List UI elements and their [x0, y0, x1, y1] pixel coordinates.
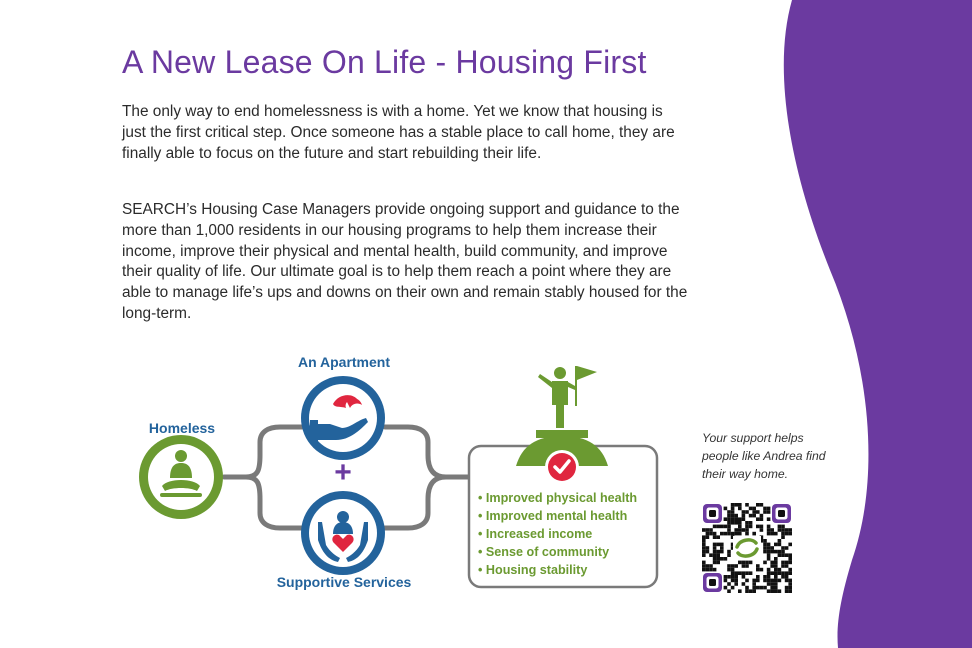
qr-module — [767, 528, 771, 532]
qr-module — [745, 503, 749, 507]
qr-module — [731, 517, 735, 521]
qr-module — [778, 528, 782, 532]
qr-module — [785, 532, 789, 536]
qr-module — [702, 550, 706, 554]
qr-module — [767, 579, 771, 583]
homeless-label: Homeless — [148, 420, 216, 436]
qr-module — [716, 553, 720, 557]
qr-module — [727, 553, 731, 557]
qr-module — [788, 528, 792, 532]
qr-module — [742, 582, 746, 586]
qr-module — [731, 579, 735, 583]
qr-module — [738, 528, 742, 532]
qr-module — [749, 571, 753, 575]
qr-module — [734, 514, 738, 518]
qr-module — [734, 528, 738, 532]
qr-module — [724, 507, 728, 511]
qr-module — [774, 589, 778, 593]
qr-module — [763, 507, 767, 511]
case-managers-paragraph: SEARCH’s Housing Case Managers provide ongoing support and guidance to the more than 1,000 residents in our housing programs to help them increase their income, improve their physical and mental health, build community, and improve their quality of life. Our ultimate goal is to help them reach a point where they are able to manage life’s ups and downs on their own and remain stably housed for the long-term. — [122, 201, 688, 322]
qr-module — [781, 553, 785, 557]
services-circle — [301, 491, 385, 575]
qr-module — [756, 586, 760, 590]
qr-module — [752, 589, 756, 593]
qr-module — [745, 564, 749, 568]
qr-module — [742, 528, 746, 532]
qr-module — [770, 589, 774, 593]
qr-module — [731, 521, 735, 525]
qr-module — [731, 503, 735, 507]
qr-module — [785, 528, 789, 532]
qr-module — [720, 550, 724, 554]
qr-module — [767, 546, 771, 550]
qr-module — [760, 568, 764, 572]
qr-module — [731, 510, 735, 514]
qr-module — [713, 553, 717, 557]
outcome-item: • Sense of community — [478, 545, 610, 559]
qr-module — [727, 528, 731, 532]
qr-module — [785, 586, 789, 590]
qr-module — [770, 532, 774, 536]
qr-module — [745, 528, 749, 532]
qr-module — [727, 582, 731, 586]
qr-module — [788, 557, 792, 561]
qr-module — [706, 550, 710, 554]
qr-module — [749, 525, 753, 529]
qr-module — [778, 543, 782, 547]
qr-module — [770, 528, 774, 532]
qr-module — [727, 521, 731, 525]
qr-module — [724, 575, 728, 579]
qr-module — [720, 532, 724, 536]
qr-module — [702, 546, 706, 550]
qr-module — [716, 557, 720, 561]
services-label: Supportive Services — [276, 574, 412, 590]
qr-module — [742, 517, 746, 521]
qr-module — [702, 543, 706, 547]
qr-module — [738, 521, 742, 525]
qr-module — [706, 532, 710, 536]
qr-module — [713, 543, 717, 547]
qr-module — [716, 543, 720, 547]
qr-module — [727, 575, 731, 579]
qr-module — [770, 582, 774, 586]
qr-module — [763, 550, 767, 554]
qr-module — [785, 575, 789, 579]
qr-module — [749, 561, 753, 565]
qr-module — [724, 525, 728, 529]
qr-module — [774, 568, 778, 572]
qr-module — [770, 579, 774, 583]
qr-module — [774, 550, 778, 554]
qr-finder-bottom-left — [703, 573, 722, 592]
qr-module — [774, 543, 778, 547]
qr-module — [745, 532, 749, 536]
qr-module — [734, 532, 738, 536]
qr-module — [767, 553, 771, 557]
qr-module — [767, 550, 771, 554]
qr-module — [788, 579, 792, 583]
homeless-circle — [139, 435, 223, 519]
qr-module — [767, 507, 771, 511]
qr-module — [788, 582, 792, 586]
qr-module — [774, 571, 778, 575]
qr-module — [724, 532, 728, 536]
qr-module — [724, 557, 728, 561]
qr-module — [756, 568, 760, 572]
qr-module — [702, 535, 706, 539]
qr-module — [767, 589, 771, 593]
qr-module — [742, 510, 746, 514]
outcome-item: • Housing stability — [478, 563, 588, 577]
qr-module — [756, 525, 760, 529]
qr-module — [756, 579, 760, 583]
qr-module — [745, 579, 749, 583]
intro-paragraph: The only way to end homelessness is with a home. Yet we know that housing is just the first critical step. Once someone has a stable place to call home, they are finally able to focus on the future and start rebuilding their life. — [122, 103, 675, 162]
qr-module — [727, 514, 731, 518]
qr-module — [781, 535, 785, 539]
qr-module — [760, 517, 764, 521]
qr-module — [760, 514, 764, 518]
qr-module — [781, 546, 785, 550]
qr-module — [788, 561, 792, 565]
qr-module — [713, 525, 717, 529]
qr-module — [785, 564, 789, 568]
outcome-item: • Improved mental health — [478, 509, 628, 523]
qr-module — [731, 586, 735, 590]
qr-module — [778, 571, 782, 575]
qr-module — [738, 503, 742, 507]
qr-module — [752, 532, 756, 536]
qr-module — [767, 568, 771, 572]
qr-module — [731, 514, 735, 518]
qr-module — [752, 582, 756, 586]
qr-module — [763, 543, 767, 547]
qr-module — [713, 550, 717, 554]
qr-module — [749, 514, 753, 518]
qr-module — [738, 525, 742, 529]
qr-module — [706, 535, 710, 539]
qr-module — [738, 507, 742, 511]
qr-finder-top-right — [772, 504, 791, 523]
qr-module — [767, 575, 771, 579]
qr-module — [702, 528, 706, 532]
qr-module — [774, 579, 778, 583]
qr-module — [702, 539, 706, 543]
qr-module — [767, 517, 771, 521]
qr-module — [749, 589, 753, 593]
qr-module — [727, 510, 731, 514]
qr-module — [781, 550, 785, 554]
qr-module — [720, 543, 724, 547]
search-logo-icon — [733, 536, 761, 560]
qr-module — [727, 564, 731, 568]
qr-module — [785, 571, 789, 575]
qr-module — [724, 517, 728, 521]
qr-module — [734, 582, 738, 586]
qr-module — [742, 514, 746, 518]
qr-module — [709, 568, 713, 572]
qr-module — [734, 521, 738, 525]
qr-module — [763, 586, 767, 590]
qr-module — [774, 582, 778, 586]
qr-module — [734, 503, 738, 507]
qr-module — [778, 589, 782, 593]
qr-module — [745, 561, 749, 565]
qr-module — [778, 553, 782, 557]
plus-sign: + — [334, 456, 352, 489]
qr-module — [731, 564, 735, 568]
qr-module — [763, 579, 767, 583]
qr-module — [716, 525, 720, 529]
qr-module — [781, 532, 785, 536]
qr-module — [785, 561, 789, 565]
qr-module — [749, 507, 753, 511]
qr-module — [702, 553, 706, 557]
qr-module — [767, 557, 771, 561]
qr-module — [702, 564, 706, 568]
page-title: A New Lease On Life - Housing First — [122, 44, 647, 80]
qr-module — [781, 564, 785, 568]
qr-module — [742, 561, 746, 565]
qr-code[interactable] — [702, 503, 792, 593]
qr-module — [763, 575, 767, 579]
qr-module — [745, 586, 749, 590]
qr-module — [709, 532, 713, 536]
qr-module — [738, 532, 742, 536]
qr-module — [720, 546, 724, 550]
qr-module — [727, 517, 731, 521]
qr-module — [720, 525, 724, 529]
qr-module — [774, 561, 778, 565]
qr-module — [702, 568, 706, 572]
qr-module — [785, 546, 789, 550]
qr-module — [738, 571, 742, 575]
qr-module — [781, 525, 785, 529]
qr-module — [788, 543, 792, 547]
qr-module — [734, 517, 738, 521]
qr-module — [749, 521, 753, 525]
qr-module — [788, 589, 792, 593]
qr-module — [709, 528, 713, 532]
qr-module — [727, 525, 731, 529]
qr-module — [770, 564, 774, 568]
qr-module — [745, 571, 749, 575]
qr-module — [716, 550, 720, 554]
qr-module — [731, 532, 735, 536]
qr-module — [709, 564, 713, 568]
qr-module — [727, 589, 731, 593]
qr-module — [770, 586, 774, 590]
qr-module — [774, 586, 778, 590]
outcome-item: • Increased income — [478, 527, 593, 541]
qr-module — [785, 553, 789, 557]
qr-module — [778, 550, 782, 554]
qr-module — [713, 535, 717, 539]
qr-module — [752, 507, 756, 511]
qr-module — [727, 568, 731, 572]
qr-module — [742, 575, 746, 579]
qr-module — [724, 586, 728, 590]
qr-module — [781, 561, 785, 565]
qr-module — [770, 546, 774, 550]
qr-module — [716, 561, 720, 565]
qr-module — [716, 535, 720, 539]
qr-module — [706, 568, 710, 572]
qr-module — [713, 532, 717, 536]
qr-module — [788, 553, 792, 557]
qr-module — [713, 561, 717, 565]
qr-module — [760, 503, 764, 507]
qr-module — [706, 528, 710, 532]
qr-module — [788, 571, 792, 575]
qr-module — [774, 564, 778, 568]
qr-module — [760, 528, 764, 532]
qr-module — [706, 564, 710, 568]
qr-module — [745, 510, 749, 514]
qr-module — [778, 525, 782, 529]
qr-module — [781, 528, 785, 532]
qr-module — [734, 564, 738, 568]
qr-module — [720, 557, 724, 561]
qr-module — [778, 568, 782, 572]
qr-module — [767, 543, 771, 547]
qr-module — [752, 514, 756, 518]
qr-module — [774, 532, 778, 536]
qr-module — [706, 546, 710, 550]
qr-module — [738, 561, 742, 565]
qr-module — [742, 571, 746, 575]
qr-module — [760, 586, 764, 590]
qr-module — [731, 575, 735, 579]
qr-module — [709, 553, 713, 557]
checkmark-icon — [545, 450, 579, 484]
qr-module — [713, 557, 717, 561]
qr-module — [752, 579, 756, 583]
qr-module — [724, 579, 728, 583]
qr-module — [763, 539, 767, 543]
qr-module — [788, 532, 792, 536]
qr-module — [770, 550, 774, 554]
qr-module — [785, 579, 789, 583]
qr-module — [742, 564, 746, 568]
qr-module — [734, 575, 738, 579]
qr-module — [767, 571, 771, 575]
qr-module — [774, 575, 778, 579]
qr-module — [756, 575, 760, 579]
qr-module — [752, 510, 756, 514]
qr-module — [770, 571, 774, 575]
qr-module — [734, 571, 738, 575]
qr-module — [731, 507, 735, 511]
qr-module — [745, 521, 749, 525]
qr-module — [756, 503, 760, 507]
qr-module — [767, 582, 771, 586]
qr-module — [785, 589, 789, 593]
support-callout: Your support helps people like Andrea find their way home. — [702, 431, 826, 481]
qr-module — [727, 550, 731, 554]
qr-module — [778, 579, 782, 583]
apartment-circle — [301, 376, 385, 460]
qr-module — [731, 568, 735, 572]
qr-module — [713, 568, 717, 572]
qr-module — [756, 564, 760, 568]
qr-finder-top-left — [703, 504, 722, 523]
qr-module — [778, 539, 782, 543]
qr-module — [763, 561, 767, 565]
apartment-label: An Apartment — [297, 354, 391, 370]
qr-module — [745, 589, 749, 593]
qr-module — [713, 546, 717, 550]
qr-module — [788, 568, 792, 572]
qr-module — [770, 561, 774, 565]
qr-module — [734, 579, 738, 583]
qr-module — [763, 546, 767, 550]
qr-module — [781, 575, 785, 579]
qr-module — [760, 525, 764, 529]
outcome-item: • Improved physical health — [478, 491, 638, 505]
qr-module — [738, 589, 742, 593]
qr-module — [774, 557, 778, 561]
qr-module — [702, 561, 706, 565]
qr-module — [767, 532, 771, 536]
qr-module — [756, 510, 760, 514]
qr-module — [767, 510, 771, 514]
qr-module — [781, 571, 785, 575]
qr-module — [788, 586, 792, 590]
qr-module — [727, 532, 731, 536]
qr-module — [767, 525, 771, 529]
qr-module — [745, 525, 749, 529]
qr-module — [731, 571, 735, 575]
qr-module — [752, 586, 756, 590]
qr-module — [738, 517, 742, 521]
qr-module — [756, 517, 760, 521]
qr-module — [763, 510, 767, 514]
